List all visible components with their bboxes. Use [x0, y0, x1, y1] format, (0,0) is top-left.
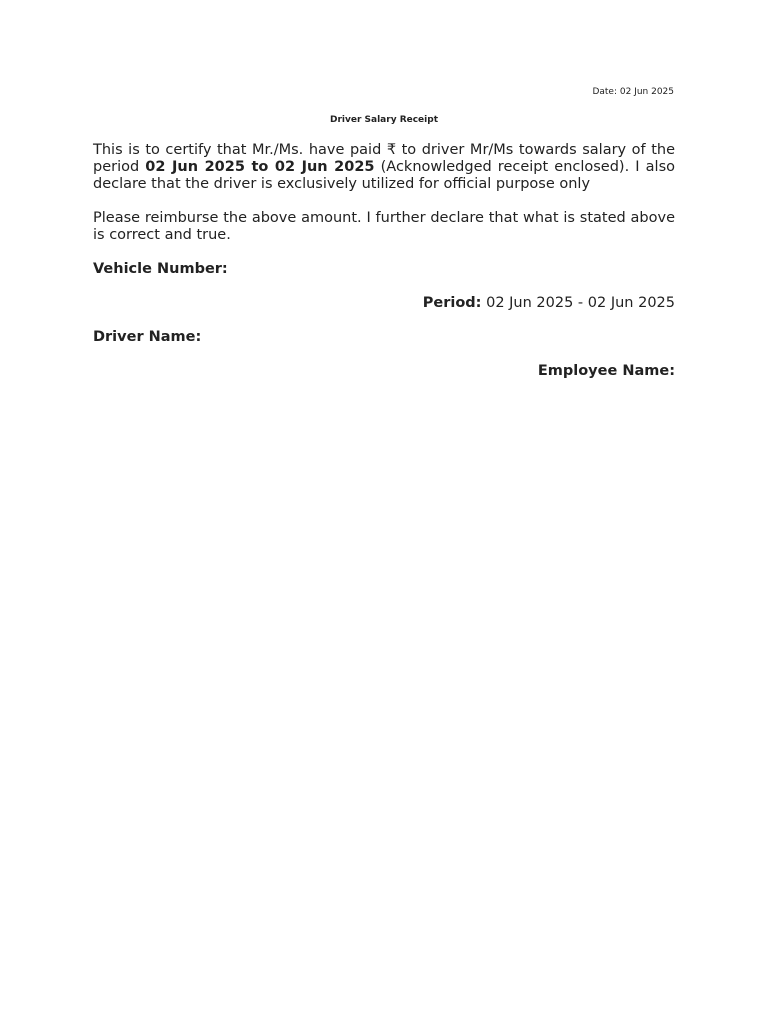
- period-label: Period:: [422, 295, 482, 311]
- receipt-body: [93, 142, 675, 380]
- date-value: 02 Jun 2025: [619, 87, 674, 97]
- certification-text-start: This is to certify that Mr./Ms. have paid ₹ to driver Mr/Ms towards salary of the period: [93, 142, 675, 175]
- reimbursement-paragraph: Please reimburse the above amount. I further declare that what is stated above is correct and true.: [93, 210, 675, 243]
- employee-name-field: [93, 363, 675, 380]
- period-value: 02 Jun 2025 - 02 Jun 2025: [486, 295, 675, 311]
- certification-period: 02 Jun 2025 to 02 Jun 2025: [145, 159, 375, 175]
- employee-name-label: Employee Name:: [537, 363, 675, 379]
- certification-paragraph: [93, 142, 675, 193]
- certification-text-end: (Acknowledged receipt enclosed). I also declare that the driver is exclusively utilized for official purpose only: [93, 159, 676, 192]
- period-field: [93, 295, 675, 312]
- receipt-date: [592, 86, 674, 98]
- driver-name-label: Driver Name:: [93, 329, 202, 345]
- document-title: Driver Salary Receipt: [330, 115, 438, 125]
- vehicle-number-label: Vehicle Number:: [93, 261, 228, 277]
- date-label: Date:: [592, 87, 617, 97]
- vehicle-number-field: [93, 261, 675, 278]
- driver-name-field: [93, 329, 675, 346]
